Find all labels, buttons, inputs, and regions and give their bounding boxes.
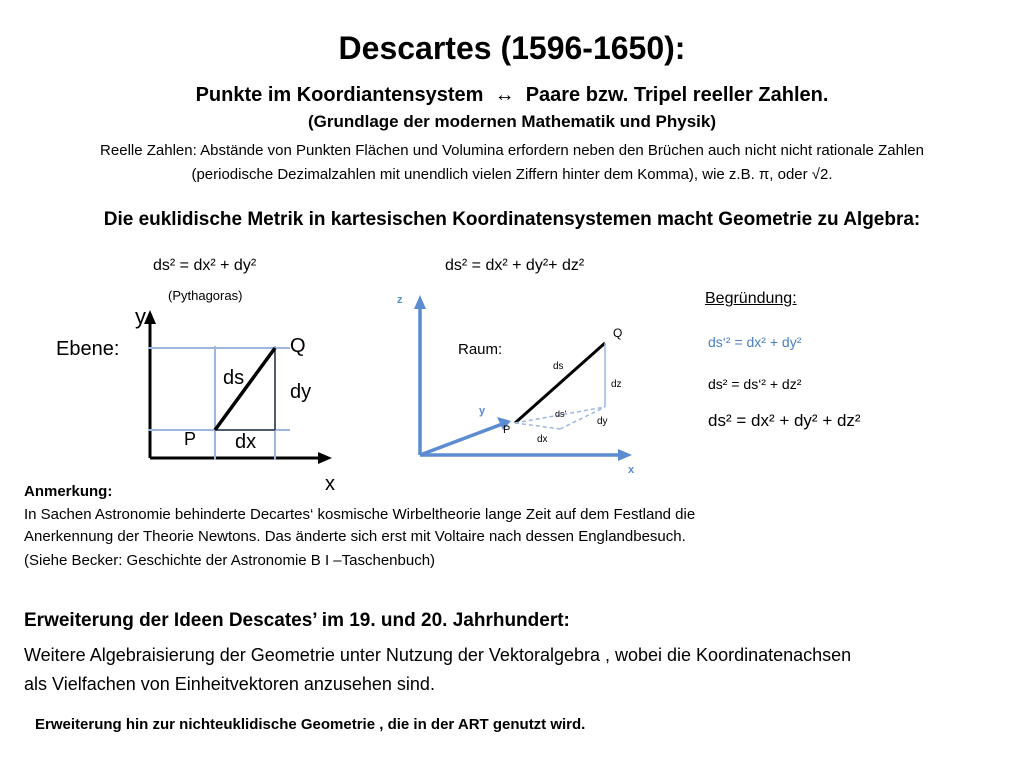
subtitle — [0, 84, 1024, 107]
x-axis-label: x — [325, 473, 335, 495]
point-p-3d-label: P — [503, 424, 511, 436]
real-numbers-line-2: (periodische Dezimalzahlen mit unendlich vielen Ziffern hinter dem Komma), wie z.B. π, oder √2. — [191, 166, 833, 183]
raum-label: Raum: — [458, 341, 503, 358]
point-q-label: Q — [290, 335, 306, 357]
anmerkung-line-1: In Sachen Astronomie behinderte Decartes‘ kosmische Wirbeltheorie lange Zeit auf dem Festland die — [24, 506, 696, 523]
x-axis-3d-label: x — [628, 464, 635, 476]
y-axis-label: y — [135, 304, 146, 329]
ds-prime-label: ds' — [555, 409, 567, 419]
space-diagram — [385, 283, 655, 478]
dx-3d-label: dx — [537, 434, 548, 445]
erweiterung-art: Erweiterung hin zur nichteuklidische Geometrie , die in der ART genutzt wird. — [35, 716, 586, 733]
point-p-label: P — [184, 429, 197, 449]
point-q-3d-label: Q — [613, 326, 623, 340]
dy-label: dy — [290, 381, 312, 403]
z-axis-label: z — [397, 294, 403, 306]
dy-3d-label: dy — [597, 416, 608, 427]
dx-3d-segment — [515, 423, 560, 429]
ds-label: ds — [223, 367, 245, 389]
dx-label: dx — [235, 431, 257, 453]
erweiterung-line-2: als Vielfachen von Einheitvektoren anzusehen sind. — [24, 674, 435, 694]
subtitle-left: Punkte im Koordiantensystem — [195, 84, 484, 106]
pythagoras-label: (Pythagoras) — [168, 288, 243, 303]
page-title: Descartes (1596-1650): — [338, 30, 686, 66]
x-axis-arrow — [318, 452, 332, 464]
begruendung-label: Begründung: — [705, 290, 797, 307]
double-arrow-icon: ↔ — [494, 84, 515, 106]
anmerkung-line-3: (Siehe Becker: Geschichte der Astronomie B I –Taschenbuch) — [24, 552, 436, 569]
x-axis-3d-arrow — [618, 449, 632, 461]
ebene-label: Ebene: — [56, 338, 120, 360]
erweiterung-heading: Erweiterung der Ideen Descates’ im 19. und 20. Jahrhundert: — [24, 610, 570, 631]
ds-3d-label: ds — [553, 361, 564, 372]
z-axis-arrow — [414, 295, 426, 309]
anmerkung-line-2: Anerkennung der Theorie Newtons. Das änderte sich erst mit Voltaire nach dessen Englandbesuch. — [24, 528, 686, 545]
real-numbers-line-1: Reelle Zahlen: Abstände von Punkten Flächen und Volumina erfordern neben den Brüchen auch nicht nicht rationale Zahlen — [100, 142, 924, 159]
anmerkung-heading: Anmerkung: — [24, 483, 113, 500]
ds-segment — [215, 348, 275, 430]
begruendung-line-3: ds² = dx² + dy² + dz² — [708, 411, 861, 430]
y-axis-3d-label: y — [479, 405, 486, 417]
dz-label: dz — [611, 379, 622, 390]
metric-heading: Die euklidische Metrik in kartesischen Koordinatensystemen macht Geometrie zu Algebra: — [103, 209, 921, 230]
subtitle-2: (Grundlage der modernen Mathematik und Physik) — [307, 112, 717, 131]
plane-diagram — [120, 300, 360, 495]
begruendung-line-2: ds² = ds‘² + dz² — [708, 376, 802, 392]
begruendung-line-1: ds‘² = dx² + dy² — [708, 334, 802, 350]
subtitle-right: Paare bzw. Tripel reeller Zahlen. — [525, 84, 829, 106]
y-axis-3d — [420, 423, 505, 455]
erweiterung-line-1: Weitere Algebraisierung der Geometrie unter Nutzung der Vektoralgebra , wobei die Koordinatenachsen — [24, 645, 852, 665]
formula-3d: ds² = dx² + dy²+ dz² — [445, 257, 585, 274]
formula-2d: ds² = dx² + dy² — [153, 257, 257, 274]
